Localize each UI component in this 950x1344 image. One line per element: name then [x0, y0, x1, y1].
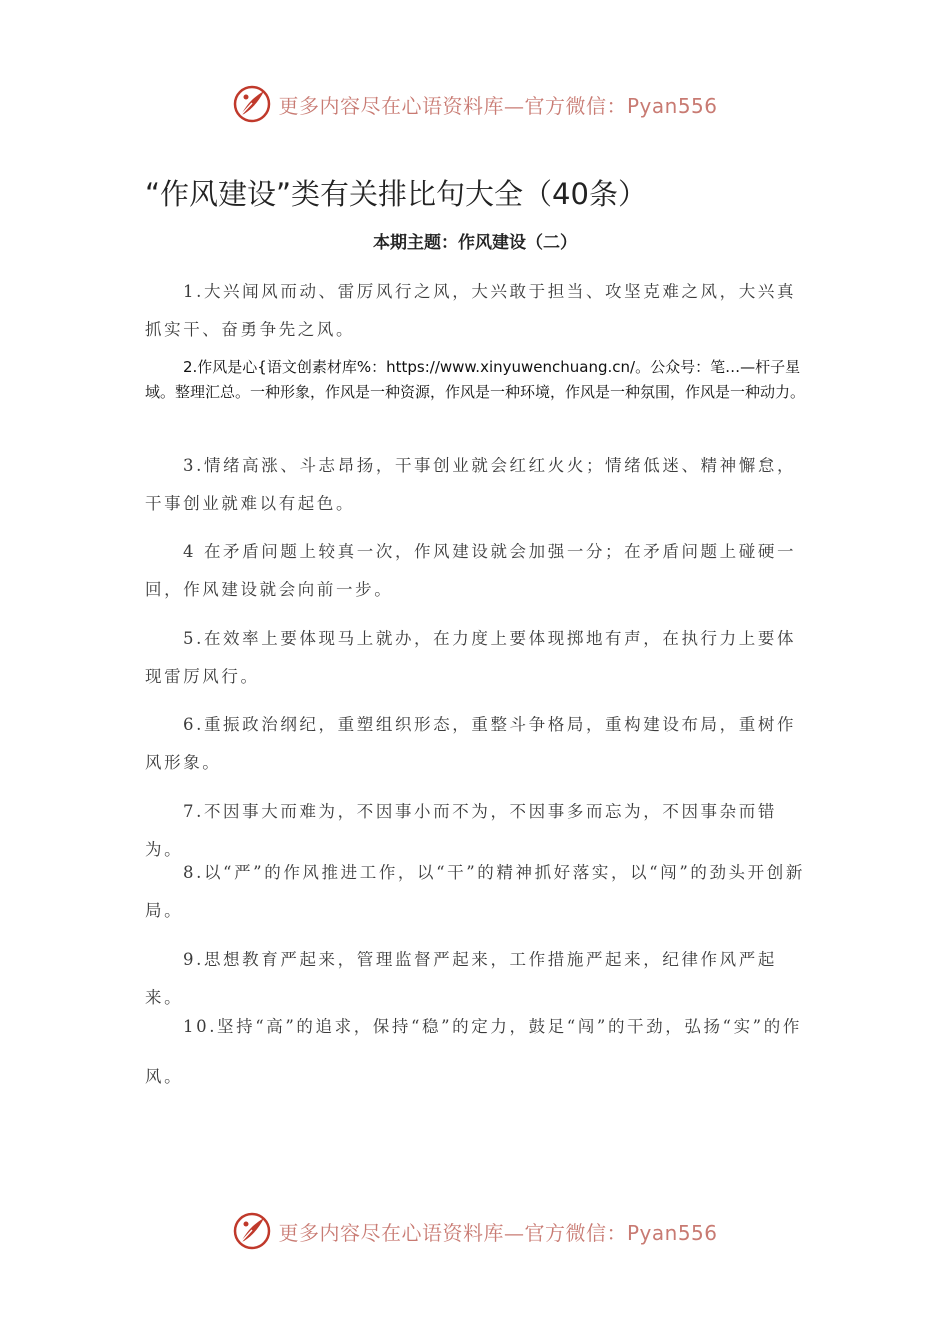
quill-pen-icon [232, 84, 272, 124]
header-banner [0, 82, 950, 126]
paragraph-10: 10.坚持“高”的追求，保持“稳”的定力，鼓足“闯”的干劲，弘扬“实”的作风。 [145, 1017, 802, 1086]
paragraph-3: 3.情绪高涨、斗志昂扬，干事创业就会红红火火；情绪低迷、精神懈怠，干事创业就难以有起色。 [145, 456, 797, 513]
paragraph-4: 4 在矛盾问题上较真一次，作风建设就会加强一分；在矛盾问题上碰硬一回，作风建设就会向前一步。 [145, 542, 797, 599]
paragraph-2: 2.作风是心{语文创素材库%：https://www.xinyuwenchuang.cn/。公众号：笔…—杆子星域。整理汇总。一种形象，作风是一种资源，作风是一种环境，作风是一种氛围，作风是一种动力。 [145, 358, 806, 401]
wechat-id: Pyan556 [626, 1220, 718, 1245]
paragraph-8: 8.以“严”的作风推进工作，以“干”的精神抓好落实，以“闯”的劲头开创新局。 [145, 863, 805, 920]
paragraph-9: 9.思想教育严起来，管理监督严起来，工作措施严起来，纪律作风严起来。 [145, 950, 777, 1007]
page-title: “作风建设”类有关排比句大全（40条） [145, 177, 647, 211]
quill-pen-icon [232, 1211, 272, 1251]
banner-text: 更多内容尽在心语资料库—官方微信：Pyan556 [278, 1220, 718, 1245]
footer-banner [0, 1209, 950, 1253]
paragraph-1: 1.大兴闻风而动、雷厉风行之风，大兴敢于担当、攻坚克难之风，大兴真抓实干、奋勇争先之风。 [145, 282, 797, 339]
banner-text: 更多内容尽在心语资料库—官方微信：Pyan556 [278, 93, 718, 118]
paragraph-6: 6.重振政治纲纪，重塑组织形态，重整斗争格局，重构建设布局，重树作风形象。 [145, 715, 797, 772]
wechat-id: Pyan556 [626, 93, 718, 118]
paragraph-7: 7.不因事大而难为，不因事小而不为，不因事多而忘为，不因事杂而错为。 [145, 802, 777, 859]
paragraph-5: 5.在效率上要体现马上就办，在力度上要体现掷地有声，在执行力上要体现雷厉风行。 [145, 629, 797, 686]
subtitle: 本期主题：作风建设（二） [373, 233, 577, 253]
